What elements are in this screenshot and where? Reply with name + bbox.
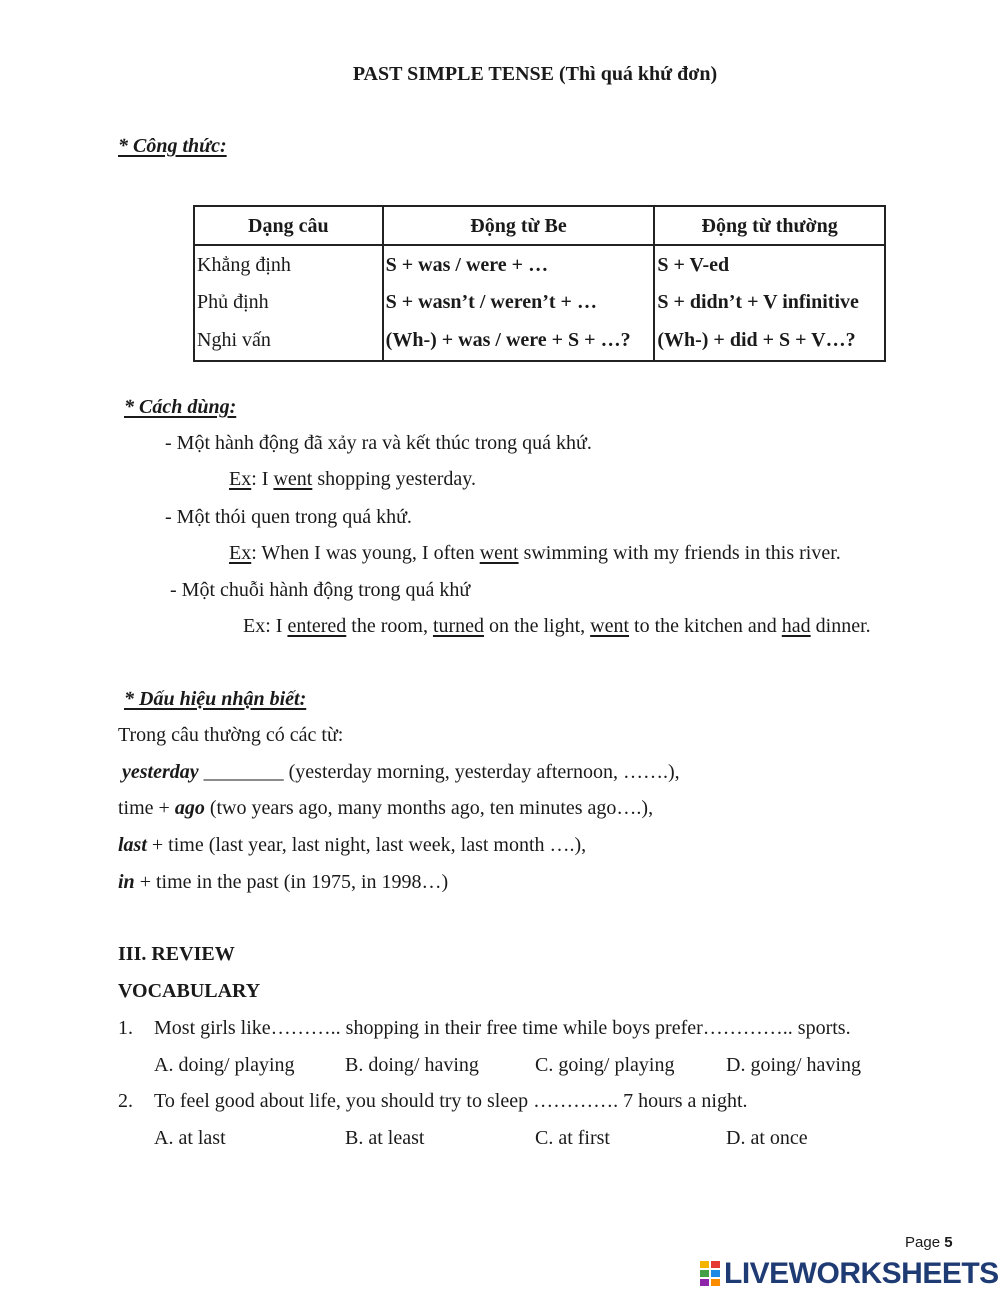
- vocabulary-heading: VOCABULARY: [118, 980, 261, 1002]
- table-cell: S + V-ed: [654, 245, 885, 283]
- question-2-option[interactable]: A. at last: [154, 1127, 226, 1149]
- question-2-number: 2.: [118, 1090, 133, 1112]
- question-1-option[interactable]: A. doing/ playing: [154, 1054, 295, 1076]
- usage-item-2: - Một thói quen trong quá khứ.: [165, 506, 412, 528]
- usage-example-2: Ex: When I was young, I often went swimming with my friends in this river.: [229, 542, 841, 564]
- question-1-option[interactable]: D. going/ having: [726, 1054, 861, 1076]
- table-cell: Phủ định: [194, 283, 383, 320]
- table-cell: Nghi vấn: [194, 320, 383, 361]
- table-row: [194, 245, 885, 283]
- table-cell: (Wh-) + was / were + S + …?: [383, 320, 655, 361]
- table-header-row: [194, 206, 885, 245]
- signals-intro: Trong câu thường có các từ:: [118, 724, 344, 746]
- page-title: PAST SIMPLE TENSE (Thì quá khứ đơn): [352, 63, 718, 85]
- usage-example-3: Ex: I entered the room, turned on the light, went to the kitchen and had dinner.: [243, 615, 871, 637]
- liveworksheets-logo-icon: [700, 1261, 722, 1287]
- review-heading: III. REVIEW: [118, 943, 235, 965]
- table-cell: S + wasn’t / weren’t + …: [383, 283, 655, 320]
- usage-item-3: - Một chuỗi hành động trong quá khứ: [170, 579, 471, 601]
- question-2-option[interactable]: C. at first: [535, 1127, 610, 1149]
- signal-in: in + time in the past (in 1975, in 1998…): [118, 871, 449, 893]
- usage-item-1: - Một hành động đã xảy ra và kết thúc trong quá khứ.: [165, 432, 592, 454]
- question-1-option[interactable]: C. going/ playing: [535, 1054, 675, 1076]
- page-number: Page 5: [905, 1234, 953, 1251]
- question-2-text: To feel good about life, you should try to sleep …………. 7 hours a night.: [154, 1090, 748, 1112]
- formula-table: [193, 205, 886, 362]
- signal-yesterday: yesterday ________ (yesterday morning, yesterday afternoon, …….),: [122, 761, 680, 783]
- table-header: Động từ thường: [654, 206, 885, 245]
- signal-last: last + time (last year, last night, last week, last month ….),: [118, 834, 587, 856]
- formula-heading: * Công thức:: [118, 135, 227, 157]
- table-cell: S + was / were + …: [383, 245, 655, 283]
- question-2-option[interactable]: B. at least: [345, 1127, 425, 1149]
- question-1-text: Most girls like……….. shopping in their free time while boys prefer………….. sports.: [154, 1017, 851, 1039]
- question-2-option[interactable]: D. at once: [726, 1127, 808, 1149]
- signals-heading: * Dấu hiệu nhận biết:: [124, 688, 307, 710]
- table-row: [194, 320, 885, 361]
- usage-heading: * Cách dùng:: [124, 396, 237, 418]
- liveworksheets-brand: LIVEWORKSHEETS: [724, 1257, 999, 1290]
- table-cell: S + didn’t + V infinitive: [654, 283, 885, 320]
- table-cell: Khẳng định: [194, 245, 383, 283]
- table-header: Dạng câu: [194, 206, 383, 245]
- question-1-option[interactable]: B. doing/ having: [345, 1054, 479, 1076]
- table-cell: (Wh-) + did + S + V…?: [654, 320, 885, 361]
- liveworksheets-logo[interactable]: [700, 1257, 999, 1291]
- signal-ago: time + ago (two years ago, many months ago, ten minutes ago….),: [118, 797, 654, 819]
- usage-example-1: Ex: I went shopping yesterday.: [229, 468, 476, 490]
- table-header: Động từ Be: [383, 206, 655, 245]
- table-row: [194, 283, 885, 320]
- question-1-number: 1.: [118, 1017, 133, 1039]
